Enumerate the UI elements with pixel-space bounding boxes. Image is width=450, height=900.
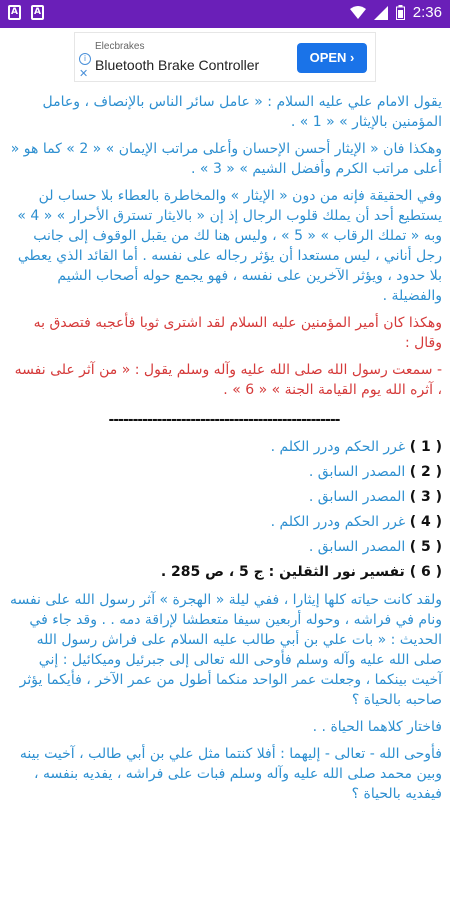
ad-sponsor: Elecbrakes — [95, 41, 145, 52]
footnote: ( 6 ) تفسير نور الثقلين : ج 5 ، ص 285 . — [160, 564, 442, 580]
notification-icon: A — [8, 5, 21, 20]
close-icon[interactable]: ✕ — [79, 67, 89, 80]
ad-open-button[interactable]: OPEN › — [297, 43, 367, 73]
footnote: ( 5 ) المصدر السابق . — [308, 539, 442, 555]
paragraph: - سمعت رسول الله صلى الله عليه وآله وسلم يقول : « من آثر على نفسه ، آثره الله يوم القيامة الجنة » « 6 » . — [14, 362, 442, 398]
footnote: ( 3 ) المصدر السابق . — [308, 489, 442, 505]
signal-icon — [374, 6, 388, 20]
wifi-icon — [350, 6, 366, 20]
info-icon[interactable]: i — [79, 53, 91, 65]
paragraph: فاختار كلاهما الحياة . . — [312, 719, 442, 735]
paragraph: وهكذا فان « الإيثار أحسن الإحسان وأعلى مراتب الإيمان » « 2 » كما هو « أعلى مراتب الكرم وأفضل الشيم » « 3 » . — [10, 141, 442, 177]
paragraph: وهكذا كان أمير المؤمنين عليه السلام لقد اشترى ثوبا فأعجبه فتصدق به وقال : — [33, 315, 442, 351]
ad-title[interactable]: Bluetooth Brake Controller — [95, 57, 260, 73]
paragraph: وفي الحقيقة فإنه من دون « الإيثار » والمخاطرة بالعطاء بلا حساب لن يستطيع أحد أن يملك قلوب الرجال إذ إن « بالايثار تسترق الأحرار » « 4 » وبه « تملك الرقاب » « 5 » ، وليس هنا لك من يقبل الوقوف إلى جانب رجل أناني ، ليس مستعدا أن يؤثر رجاله على نفسه . أما القائد الذي يعطي بلا حدود ، ويؤثر الآخرين على نفسه ، فهو يجمع حوله أصحاب الشيم والفضيلة . — [17, 188, 442, 304]
footnote: ( 1 ) غرر الحكم ودرر الكلم . — [270, 439, 442, 455]
status-bar — [0, 0, 450, 28]
clock: 2:36 — [412, 4, 442, 21]
footnote: ( 2 ) المصدر السابق . — [308, 464, 442, 480]
footnote: ( 4 ) غرر الحكم ودرر الكلم . — [270, 514, 442, 530]
notification-icon: A — [31, 5, 44, 20]
separator: ------------------------------------------------ — [108, 412, 340, 428]
battery-icon — [396, 5, 405, 20]
article-body — [6, 92, 442, 811]
paragraph: فأوحى الله - تعالى - إليهما : أفلا كنتما مثل علي بن أبي طالب ، آخيت بينه وبين محمد صلى الله عليه وآله وسلم فبات على فراشه ، يفديه بنفسه ، فيفديه بالحياة ؟ — [19, 746, 442, 802]
paragraph: يقول الامام علي عليه السلام : « عامل سائر الناس بالإنصاف ، وعامل المؤمنين بالإيثار » « 1 » . — [42, 94, 442, 130]
paragraph: ولقد كانت حياته كلها إيثارا ، ففي ليلة « الهجرة » آثر رسول الله على نفسه ونام في فراشه ، وحوله أربعين سيفا متعطشا لإراقة دمه . . وقد جاء في الحديث : « بات علي بن أبي طالب عليه السلام على فراش رسول الله صلى الله عليه وآله وسلم فأوحى الله تعالى إلى جبرئيل وميكائيل : إني آخيت بينكما ، وجعلت عمر الواحد منكما أطول من عمر الآخر ، فأيكما يؤثر صاحبه بالحياة ؟ — [9, 592, 442, 708]
ad-banner[interactable] — [74, 32, 376, 82]
